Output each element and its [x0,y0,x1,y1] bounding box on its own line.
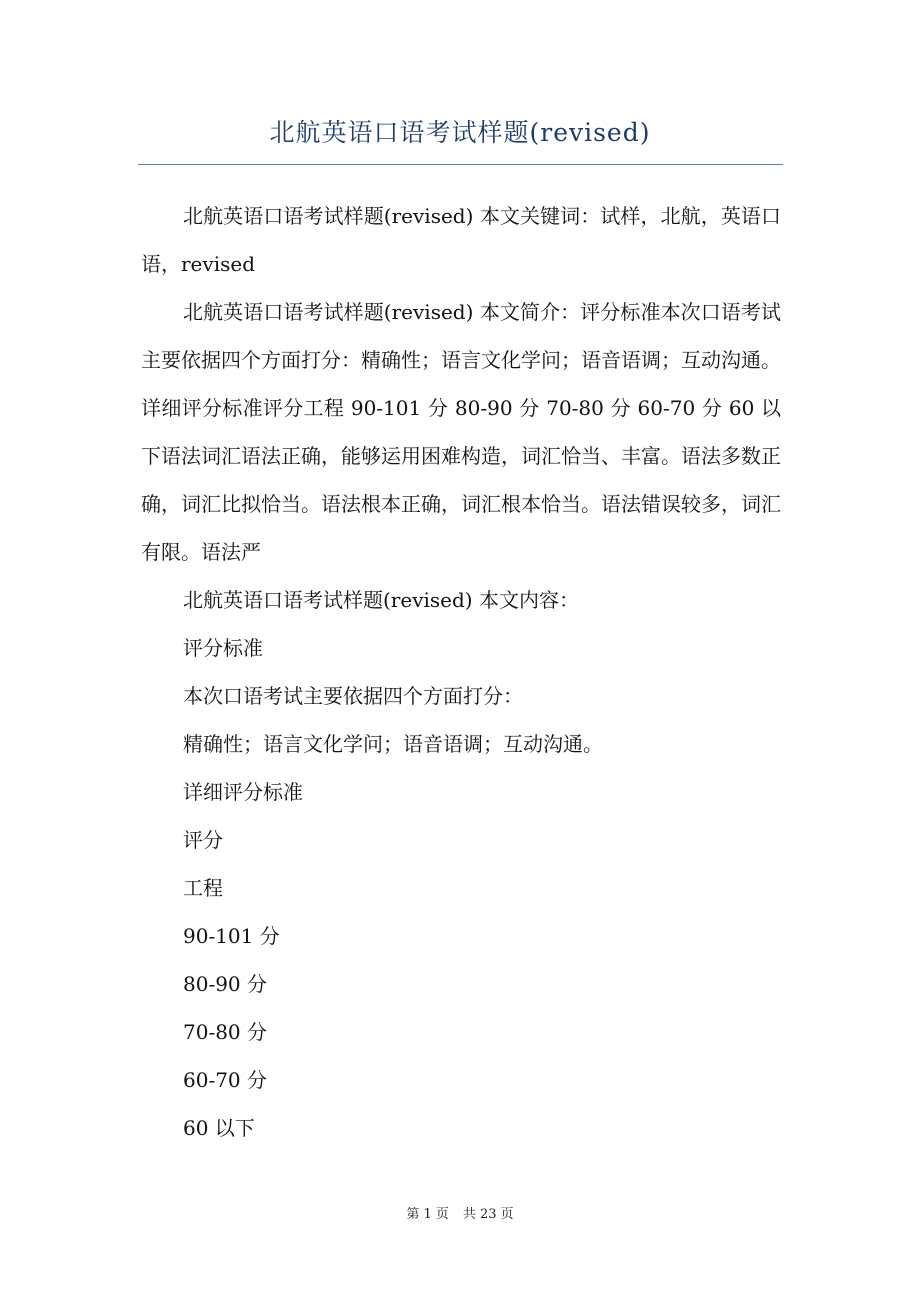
content-line: 工程 [183,876,223,900]
score-range-line: 70-80 分 [183,1020,268,1044]
title-divider [138,164,783,165]
page-footer [0,1205,920,1225]
content-line: 评分 [183,828,223,852]
score-range-line: 60 以下 [183,1116,255,1140]
page-number: 第 1 页 [406,1207,449,1222]
content-intro-line: 北航英语口语考试样题(revised) 本文内容： [183,588,579,612]
content-line: 本次口语考试主要依据四个方面打分： [183,684,523,708]
document-title: 北航英语口语考试样题(revised) [269,118,651,147]
page-total: 共 23 页 [462,1207,514,1222]
score-range-line: 80-90 分 [183,972,268,996]
content-line: 精确性；语言文化学问；语音语调；互动沟通。 [183,732,603,756]
section-heading-detailed-criteria: 详细评分标准 [183,780,303,804]
score-range-line: 90-101 分 [183,924,280,948]
score-range-line: 60-70 分 [183,1068,268,1092]
keywords-paragraph: 北航英语口语考试样题(revised) 本文关键词：试样，北航，英语口语，revised [141,204,781,276]
document-body [141,192,781,1152]
summary-paragraph: 北航英语口语考试样题(revised) 本文简介：评分标准本次口语考试主要依据四个方面打分：精确性；语言文化学问；语音语调；互动沟通。详细评分标准评分工程 90-101 分 80-90 分 70-80 分 60-70 分 60 以下语法词汇语法正确，能够运用困难构造，词汇恰当、丰富。语法多数正确，词汇比拟恰当。语法根本正确，词汇根本恰当。语法错误较多，词汇有限。语法严 [141,300,781,564]
section-heading-scoring-criteria: 评分标准 [183,636,263,660]
